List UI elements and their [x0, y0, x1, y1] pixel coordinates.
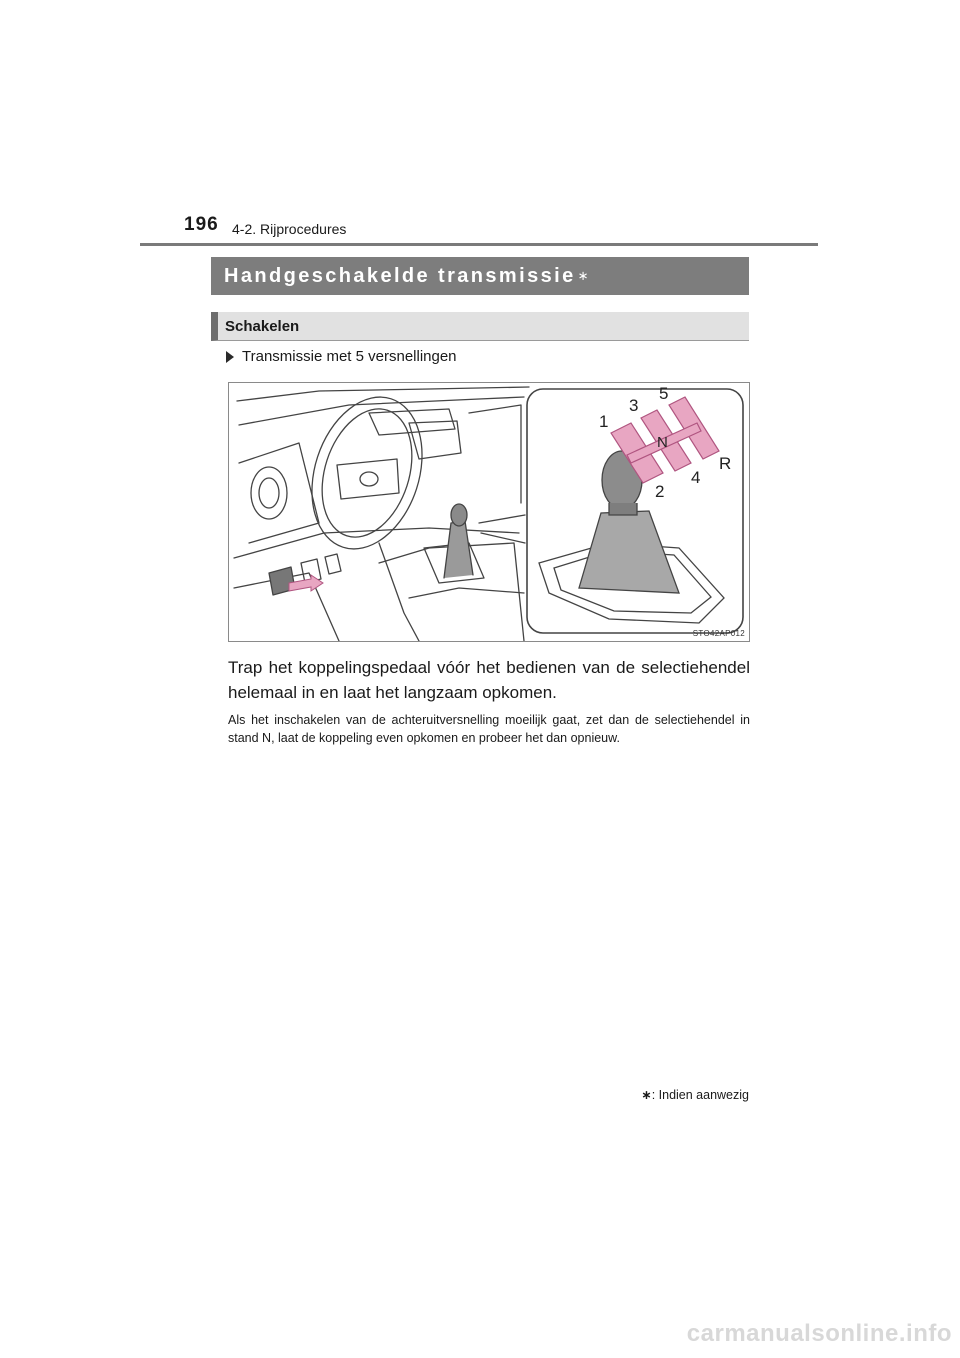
steering-column — [379, 543, 419, 641]
gear-shift-illustration — [229, 383, 749, 641]
section-reference: 4-2. Rijprocedures — [232, 221, 347, 237]
gear-label-n: N — [657, 434, 668, 451]
center-console-edge — [469, 405, 521, 503]
asterisk-icon: ∗ — [641, 1088, 652, 1102]
shift-knob-collar — [609, 503, 637, 515]
floor-line — [409, 588, 524, 598]
triangle-bullet-icon — [226, 351, 234, 363]
gauge-dial — [251, 467, 287, 519]
gear-label-2: 2 — [655, 482, 665, 501]
gear-shift-figure — [228, 382, 750, 642]
page-number: 196 — [184, 214, 219, 235]
gear-label-3: 3 — [629, 396, 639, 415]
footnote — [641, 1087, 749, 1102]
watermark: carmanualsonline.info — [686, 1320, 952, 1347]
bullet-text: Transmissie met 5 versnellingen — [242, 348, 457, 365]
main-title-bar — [211, 257, 749, 295]
steering-wheel-inner — [307, 397, 428, 548]
bullet-item — [226, 348, 457, 365]
accelerator-pedal — [325, 554, 341, 574]
header-rule — [140, 243, 818, 246]
steering-logo — [360, 472, 378, 486]
callout-line — [479, 515, 525, 523]
footnote-text: : Indien aanwezig — [651, 1088, 749, 1102]
asterisk-icon: ∗ — [577, 268, 589, 283]
note-text: Als het inschakelen van de achteruitversnelling moeilijk gaat, zet dan de selectiehendel in stand N, laat de koppeling even opkomen en probeer het dan opnieuw. — [228, 713, 750, 745]
figure-code: STO42AP012 — [692, 629, 745, 638]
sub-title-bar — [211, 312, 749, 341]
gear-label-1: 1 — [599, 412, 609, 431]
sub-title: Schakelen — [225, 317, 300, 335]
callout-line — [481, 533, 525, 543]
main-title: Handgeschakelde transmissie — [224, 264, 576, 287]
steering-hub — [337, 459, 399, 499]
gear-label-4: 4 — [691, 468, 701, 487]
gear-label-r: R — [719, 454, 732, 473]
small-shift-knob — [451, 504, 467, 526]
instruction-text: Trap het koppelingspedaal vóór het bedienen van de selectiehendel helemaal in en laat het langzaam opkomen. — [228, 658, 750, 702]
gauge-dial-inner — [259, 478, 279, 508]
press-clutch-arrow-icon — [289, 575, 323, 591]
gear-label-5: 5 — [659, 384, 669, 403]
